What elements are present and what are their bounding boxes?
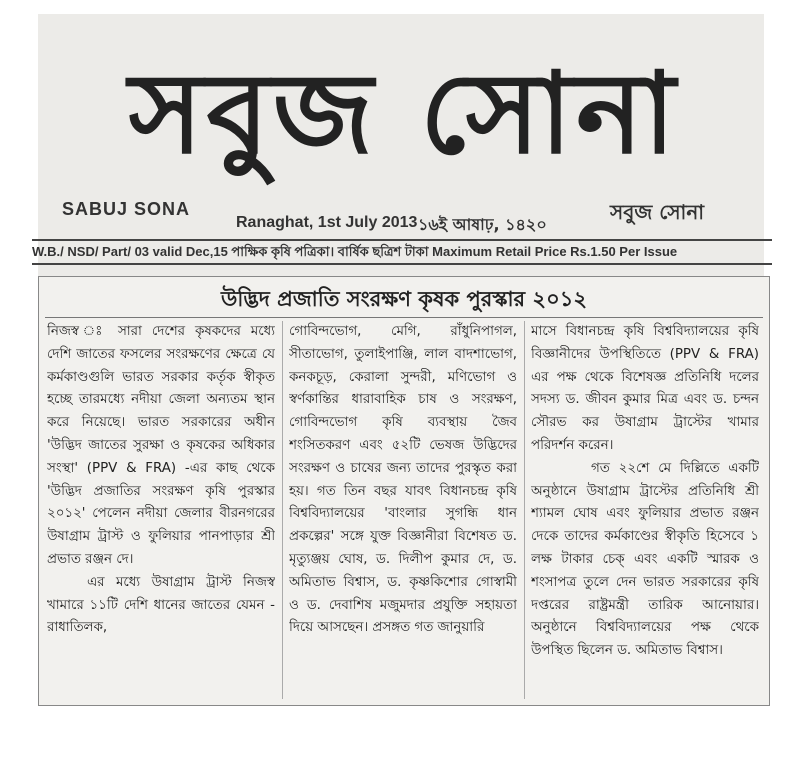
- article-column-2: [289, 321, 517, 701]
- dateline-bengali: ১৬ই আষাঢ়, ১৪২০: [418, 215, 547, 234]
- column-divider-2: [524, 321, 525, 699]
- column-2-paragraph-1: গোবিন্দভোগ, মেগি, রাঁধুনিপাগল, সীতাভোগ, তুলাইপাঞ্জি, লাল বাদশাভোগ, কনকচূড়, কেরালা সুন্দরী, মণিভোগ ও স্বর্ণকান্তির ধারাবাহিক চাষ ও সংরক্ষণ, গোবিন্দভোগ কৃষি ব্যবস্থায় জৈব শংসিতকরণ এবং ৫২টি ভেষজ উদ্ভিদের সংরক্ষণ ও চাষের জন্য তাদের পুরস্কৃত করা হয়। গত তিন বছর যাবৎ বিধানচন্দ্র কৃষি বিশ্ববিদ্যালয়ের 'বাংলার সুগন্ধি ধান প্রকল্পের' সঙ্গে যুক্ত বিজ্ঞানীরা বিশেষত ড. মৃত্যুঞ্জয় ঘোষ, ড. দিলীপ কুমার দে, ড. অমিতাভ বিশ্বাস, ড. কৃষ্ণকিশোর গোস্বামী ও ড. দেবাশিষ মজুমদার প্রযুক্তি সহায়তা দিয়ে আসছেন। প্রসঙ্গত গত জানুয়ারি: [289, 324, 517, 636]
- article-column-1: [47, 321, 275, 701]
- column-divider-1: [282, 321, 283, 699]
- headline-divider: [45, 317, 763, 318]
- article-headline: উদ্ভিদ প্রজাতি সংরক্ষণ কৃষক পুরস্কার ২০১২: [220, 287, 588, 311]
- column-3-paragraph-1: মাসে বিধানচন্দ্র কৃষি বিশ্ববিদ্যালয়ের কৃষি বিজ্ঞানীদের উপস্থিতিতে (PPV & FRA) এর পক্ষ থেকে বিশেষজ্ঞ প্রতিনিধি দলের সদস্য ড. জীবন কুমার মিত্র এবং ড. চন্দন সৌরভ কর উষাগ্রাম ট্রাস্টের খামার পরিদর্শন করেন।: [531, 324, 759, 453]
- registration-info-bar: W.B./ NSD/ Part/ 03 valid Dec,15 পাক্ষিক কৃষি পত্রিকা। বার্ষিক ছত্রিশ টাকা Maximum Retail Price Rs.1.50 Per Issue: [32, 244, 678, 259]
- top-rule: [32, 239, 772, 241]
- article-column-3: [531, 321, 759, 701]
- dateline: Ranaghat, 1st July 2013: [236, 214, 418, 231]
- article-box: [38, 276, 770, 706]
- column-3-paragraph-2: গত ২২শে মে দিল্লিতে একটি অনুষ্ঠানে উষাগ্রাম ট্রাস্টের প্রতিনিধি শ্রী শ্যামল ঘোষ এবং ফুলিয়ার প্রভাত রঞ্জন দেকে তাদের কর্মকাণ্ডের স্বীকৃতি হিসেবে ১ লক্ষ টাকার চেক্ এবং একটি স্মারক ও শংসাপত্র তুলে দেন ভারত সরকারের কৃষি দপ্তরের রাষ্ট্রমন্ত্রী তারিক আনোয়ার। অনুষ্ঠানে বিশ্ববিদ্যালয়ের পক্ষ থেকে উপস্থিত ছিলেন ড. অমিতাভ বিশ্বাস।: [531, 460, 759, 659]
- column-1-paragraph-2: এর মধ্যে উষাগ্রাম ট্রাস্ট নিজস্ব খামারে ১১টি দেশি ধানের জাতের যেমন - রাধাতিলক,: [47, 574, 275, 636]
- masthead-title: সবুজ সোনা: [128, 49, 680, 179]
- bottom-rule: [32, 263, 772, 265]
- masthead-name-bengali-small: সবুজ সোনা: [610, 200, 705, 224]
- column-1-paragraph-1: নিজস্ব ঃ সারা দেশের কৃষকদের মধ্যে দেশি জাতের ফসলের সংরক্ষণের ক্ষেত্রে যে কর্মকাণ্ডগুলি ভারত সরকার কর্তৃক স্বীকৃত হচ্ছে তারমধ্যে নদীয়া জেলা অন্যতম স্থান করে নিয়েছে। ভারত সরকারের অধীন 'উদ্ভিদ জাতের সুরক্ষা ও কৃষকের অধিকার সংস্থা' (PPV & FRA) -এর কাছ থেকে 'উদ্ভিদ প্রজাতির সংরক্ষণ কৃষি পুরস্কার ২০১২' পেলেন নদীয়া জেলার বীরনগরের উষাগ্রাম ট্রাস্ট ও ফুলিয়ার পানপাড়ার শ্রী প্রভাত রঞ্জন দে।: [47, 324, 275, 567]
- masthead-name-english: SABUJ SONA: [62, 199, 191, 219]
